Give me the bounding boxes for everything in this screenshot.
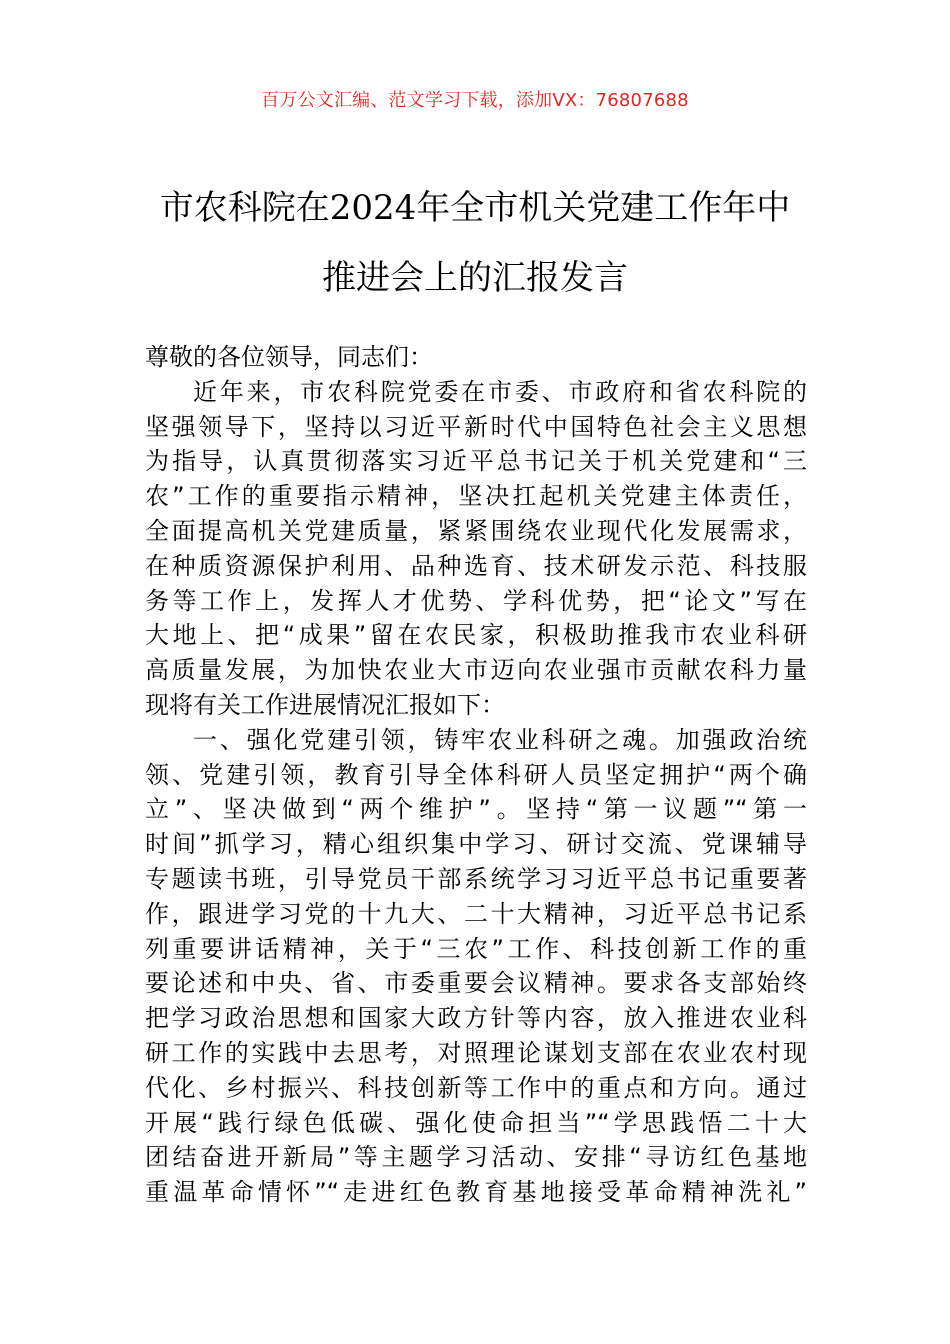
document-title-line-2: 推进会上的汇报发言 (322, 258, 628, 298)
body-text-line: 大地上、把“成果”留在农民家，积极助推我市农业科研 (145, 621, 807, 650)
body-text-line: 一、强化党建引领，铸牢农业科研之魂。加强政治统 (193, 725, 807, 754)
body-text-line: 把学习政治思想和国家大政方针等内容，放入推进农业科 (145, 1004, 807, 1033)
body-text-line: 重温革命情怀”“走进红色教育基地接受革命精神洗礼” (145, 1178, 807, 1207)
body-text-line: 团结奋进开新局”等主题学习活动、安排“寻访红色基地 (145, 1143, 807, 1172)
body-text-line: 务等工作上，发挥人才优势、学科优势，把“论文”写在 (145, 586, 807, 615)
body-text-line: 作，跟进学习党的十九大、二十大精神，习近平总书记系 (145, 899, 807, 928)
body-text-line: 为指导，认真贯彻落实习近平总书记关于机关党建和“三 (145, 447, 807, 476)
body-text-line: 列重要讲话精神，关于“三农”工作、科技创新工作的重 (145, 934, 807, 963)
body-text-line: 开展“践行绿色低碳、强化使命担当”“学思践悟二十大 (145, 1108, 807, 1137)
header-watermark-note: 百万公文汇编、范文学习下载，添加VX：76807688 (261, 90, 689, 111)
body-text-line: 代化、乡村振兴、科技创新等工作中的重点和方向。通过 (145, 1073, 807, 1102)
body-text-line: 尊敬的各位领导，同志们： (145, 343, 433, 371)
body-text-line: 坚强领导下，坚持以习近平新时代中国特色社会主义思想 (145, 412, 807, 441)
body-text-line: 时间”抓学习，精心组织集中学习、研讨交流、党课辅导 (145, 830, 807, 859)
body-text-line: 高质量发展，为加快农业大市迈向农业强市贡献农科力量 (145, 656, 807, 685)
document-title-line-1: 市农科院在2024年全市机关党建工作年中 (159, 188, 791, 228)
body-text-line: 近年来，市农科院党委在市委、市政府和省农科院的 (193, 377, 807, 406)
body-text-line: 要论述和中央、省、市委重要会议精神。要求各支部始终 (145, 969, 807, 998)
body-text-line: 全面提高机关党建质量，紧紧围绕农业现代化发展需求， (145, 516, 807, 545)
body-text-line: 专题读书班，引导党员干部系统学习习近平总书记重要著 (145, 864, 807, 893)
body-text-line: 在种质资源保护利用、品种选育、技术研发示范、科技服 (145, 551, 807, 580)
body-text-line: 现将有关工作进展情况汇报如下： (145, 690, 505, 719)
body-text-line: 农”工作的重要指示精神，坚决扛起机关党建主体责任， (145, 482, 807, 511)
document-body (145, 340, 807, 1210)
body-text-line: 立”、坚决做到“两个维护”。坚持“第一议题”“第一 (145, 795, 807, 824)
body-text-line: 领、党建引领，教育引导全体科研人员坚定拥护“两个确 (145, 760, 807, 789)
body-text-line: 研工作的实践中去思考，对照理论谋划支部在农业农村现 (145, 1038, 807, 1067)
